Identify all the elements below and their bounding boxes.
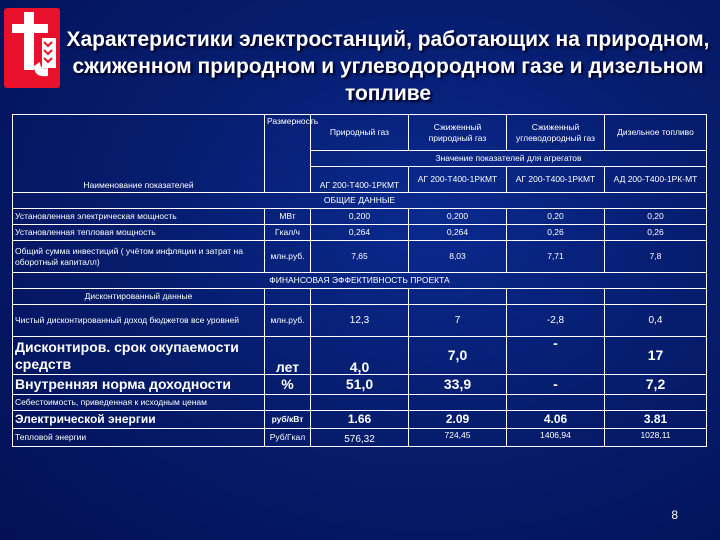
row-unit: лет bbox=[265, 337, 311, 375]
row-value: 0,20 bbox=[605, 209, 707, 225]
row-value: 4,0 bbox=[311, 337, 409, 375]
row-value: 7,65 bbox=[311, 241, 409, 273]
row-name: Внутренняя норма доходности bbox=[13, 375, 265, 395]
row-value: - bbox=[507, 337, 605, 375]
section-finance: ФИНАНСОВАЯ ЭФФЕКТИВНОСТЬ ПРОЕКТА bbox=[13, 273, 707, 289]
row-value: 0,264 bbox=[311, 225, 409, 241]
row-unit: Руб/Гкал bbox=[265, 429, 311, 447]
row-value: 0,200 bbox=[311, 209, 409, 225]
header-unit-model-3: АГ 200-Т400-1РКМТ bbox=[507, 167, 605, 193]
row-value: 2.09 bbox=[409, 411, 507, 429]
row-value: 7 bbox=[409, 305, 507, 337]
row-value: 1406,94 bbox=[507, 429, 605, 447]
row-value: 8,03 bbox=[409, 241, 507, 273]
row-value: - bbox=[507, 375, 605, 395]
row-name: Электрической энергии bbox=[13, 411, 265, 429]
row-value: 0,26 bbox=[507, 225, 605, 241]
header-name: Наименование показателей bbox=[13, 115, 265, 193]
row-value: 576,32 bbox=[311, 429, 409, 447]
row-unit: млн.руб. bbox=[265, 241, 311, 273]
header-unit-model-2: АГ 200-Т400-1РКМТ bbox=[409, 167, 507, 193]
row-value: 0,20 bbox=[507, 209, 605, 225]
row-value: 7,71 bbox=[507, 241, 605, 273]
discounted-label: Дисконтированный данные bbox=[13, 289, 265, 305]
row-value: 0,4 bbox=[605, 305, 707, 337]
row-unit: руб/кВт bbox=[265, 411, 311, 429]
row-value: 724,45 bbox=[409, 429, 507, 447]
row-value: 0,264 bbox=[409, 225, 507, 241]
row-value: 12,3 bbox=[311, 305, 409, 337]
row-value: 33,9 bbox=[409, 375, 507, 395]
header-fuel-3: Сжиженный углеводородный газ bbox=[507, 115, 605, 151]
row-name: Дисконтиров. срок окупаемости средств bbox=[13, 337, 265, 375]
row-unit: млн.руб. bbox=[265, 305, 311, 337]
row-value: 7,2 bbox=[605, 375, 707, 395]
row-value: 7,8 bbox=[605, 241, 707, 273]
row-unit: % bbox=[265, 375, 311, 395]
specs-table bbox=[12, 114, 706, 447]
row-name: Общий сумма инвестиций ( учётом инфляции и затрат на оборотный капиталл) bbox=[13, 241, 265, 273]
header-fuel-1: Природный газ bbox=[311, 115, 409, 151]
company-logo bbox=[4, 8, 60, 88]
row-unit: Гкал/ч bbox=[265, 225, 311, 241]
row-value: 1.66 bbox=[311, 411, 409, 429]
row-name: Установленная электрическая мощность bbox=[13, 209, 265, 225]
row-value: 4.06 bbox=[507, 411, 605, 429]
values-caption: Значение показателей для агрегатов bbox=[311, 151, 707, 167]
header-unit-model-4: АД 200-Т400-1РК-МТ bbox=[605, 167, 707, 193]
logo-icon bbox=[4, 8, 60, 88]
row-unit: МВт bbox=[265, 209, 311, 225]
row-value: 0,200 bbox=[409, 209, 507, 225]
row-value: 3.81 bbox=[605, 411, 707, 429]
row-value: 17 bbox=[605, 337, 707, 375]
section-general: ОБЩИЕ ДАННЫЕ bbox=[13, 193, 707, 209]
row-value: 51,0 bbox=[311, 375, 409, 395]
row-value: 7,0 bbox=[409, 337, 507, 375]
header-fuel-4: Дизельное топливо bbox=[605, 115, 707, 151]
row-value: 0,26 bbox=[605, 225, 707, 241]
row-value: -2,8 bbox=[507, 305, 605, 337]
row-name: Чистый дисконтированный доход бюджетов все уровней bbox=[13, 305, 265, 337]
header-fuel-2: Сжиженный природный газ bbox=[409, 115, 507, 151]
page-number: 8 bbox=[671, 508, 678, 522]
cost-label: Себестоимость, приведенная к исходным ценам bbox=[13, 395, 265, 411]
header-unit: Размерность bbox=[265, 115, 311, 193]
page-title: Характеристики электростанций, работающих на природном, сжиженном природном и углеводородном газе и дизельном топливе bbox=[66, 28, 710, 105]
row-value: 1028,11 bbox=[605, 429, 707, 447]
row-name: Установленная тепловая мощность bbox=[13, 225, 265, 241]
row-name: Тепловой энергии bbox=[13, 429, 265, 447]
header-unit-model-1: АГ 200-Т400-1РКМТ bbox=[311, 167, 409, 193]
